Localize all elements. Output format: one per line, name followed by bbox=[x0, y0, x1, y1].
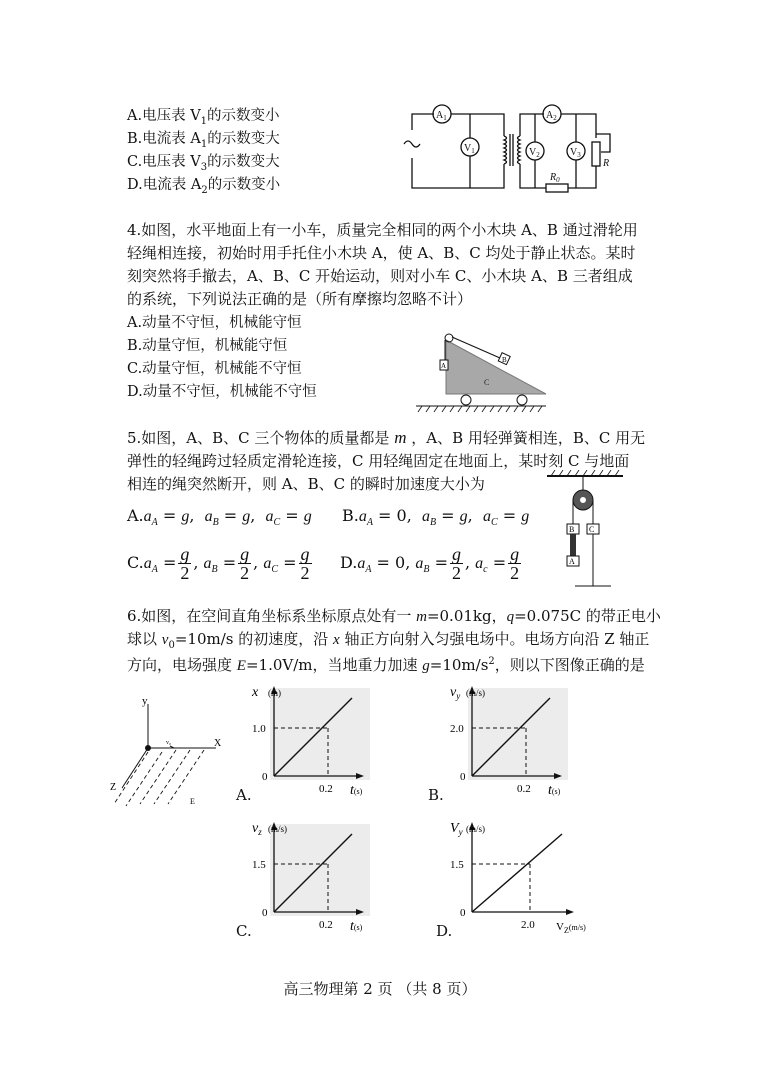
q5-stem-line-2: 弹性的轻绳跨过轻质定滑轮连接，C 用轻绳固定在地面上，某时刻 C 与地面 bbox=[127, 452, 630, 470]
q6-graph-d bbox=[444, 818, 624, 942]
q6-graph-a-label: A. bbox=[236, 786, 252, 804]
q6-stem-line-3: 方向，电场强度 E=1.0V/m，当地重力加速 $g=10m/s^2$，则以下图像正确的是 bbox=[127, 656, 645, 674]
q4-stem-line-1: 4.如图，水平地面上有一小车，质量完全相同的两个小木块 A、B 通过滑轮用 bbox=[127, 221, 638, 239]
q6-graph-a bbox=[246, 682, 376, 802]
graph-bg bbox=[468, 688, 568, 780]
q4-option-d: D.动量不守恒，机械能不守恒 bbox=[127, 384, 317, 400]
svg-text:A2: $A_2$ bbox=[546, 110, 557, 122]
svg-text:Z: Z bbox=[110, 782, 117, 793]
svg-text:y: y bbox=[142, 695, 148, 707]
q6-stem-line-1: 6.如图，在空间直角坐标系坐标原点处有一 m=0.01kg，q=0.075C 的带正电小 bbox=[127, 607, 661, 625]
x-axis-unit: (s) bbox=[551, 787, 561, 796]
origin-label: 0 bbox=[460, 771, 466, 783]
page-footer: 高三物理第 2 页 （共 8 页） bbox=[283, 980, 477, 998]
q6-graph-c bbox=[246, 818, 376, 938]
q4-option-b: B.动量守恒，机械能守恒 bbox=[127, 338, 288, 354]
q5-stem-line-3: 相连的绳突然断开，则 A、B、C 的瞬时加速度大小为 bbox=[127, 475, 485, 493]
q6-graph-d-label: D. bbox=[436, 922, 453, 940]
q6-axes-diagram bbox=[104, 692, 234, 812]
x-axis-label: t(s) bbox=[350, 783, 363, 798]
q5-pulley-diagram bbox=[545, 470, 625, 590]
graph-bg bbox=[270, 688, 370, 780]
y-tick-label: 1.5 bbox=[450, 859, 464, 871]
q5-option-a: $A.a_A = g$, $a_B = g$, $a_C = g$ bbox=[127, 506, 312, 529]
q6-stem-line-2: 球以 $v_0=10m/s$ 的初速度，沿 x 轴正方向射入匀强电场中。电场方向沿 Z 轴正 bbox=[127, 630, 650, 651]
q3-option-b: B.电流表 $A_1$的示数变大 bbox=[127, 131, 280, 150]
svg-text:A: A bbox=[569, 557, 575, 566]
y-axis-label-sub: z bbox=[258, 827, 262, 837]
x-axis-label: t(s) bbox=[548, 783, 561, 798]
x-tick-label: 2.0 bbox=[521, 919, 535, 931]
origin-label: 0 bbox=[460, 907, 466, 919]
x-axis-label: t(s) bbox=[350, 919, 363, 934]
x-axis-arrow bbox=[566, 909, 574, 915]
y-axis-label-sub: y bbox=[458, 827, 463, 837]
y-axis-label: $V_y$ bbox=[450, 821, 463, 837]
q6-graph-b bbox=[444, 682, 574, 802]
svg-text:R: R bbox=[603, 158, 610, 169]
q5-option-c: $C.a_A$ = $\frac{g}{2}$ , $a_B$ = $\frac{g}{2}$ , $a_C$ = $\frac{g}{2}$ bbox=[127, 544, 310, 583]
svg-text:R0: $R_0$ bbox=[550, 172, 560, 184]
q4-cart-diagram bbox=[412, 328, 550, 414]
graph-bg bbox=[270, 824, 370, 916]
y-axis-unit: (m/s) bbox=[268, 824, 287, 834]
svg-text:B: B bbox=[569, 525, 575, 534]
x-tick-label: 0.2 bbox=[319, 783, 333, 795]
q5-stem-line-1: 5.如图，A、B、C 三个物体的质量都是 m ，A、B 用轻弹簧相连，B、C 用无 bbox=[127, 428, 646, 447]
q3-option-d: D.电流表 $A_2$的示数变小 bbox=[127, 177, 281, 196]
svg-text:v₀: v₀ bbox=[166, 740, 172, 746]
origin-label: 0 bbox=[262, 771, 268, 783]
svg-text:C: C bbox=[484, 378, 490, 387]
q3-circuit-diagram bbox=[398, 100, 620, 196]
svg-text:V1: $V_1$ bbox=[464, 143, 475, 155]
x-axis-unit: (s) bbox=[353, 787, 363, 796]
q4-stem-line-4: 的系统，下列说法正确的是（所有摩擦均忽略不计） bbox=[127, 290, 473, 308]
q4-stem-line-2: 轻绳相连接，初始时用手托住小木块 A，使 A、B、C 均处于静止状态。某时 bbox=[127, 244, 636, 262]
y-tick-label: 1.0 bbox=[252, 723, 266, 735]
q4-stem-line-3: 刻突然将手撤去，A、B、C 开始运动，则对小车 C、小木块 A、B 三者组成 bbox=[127, 267, 633, 285]
y-tick-label: 1.5 bbox=[252, 859, 266, 871]
q4-option-a: A.动量不守恒，机械能守恒 bbox=[127, 315, 302, 331]
y-tick-label: 2.0 bbox=[450, 723, 464, 735]
q4-option-c: C.动量守恒，机械能不守恒 bbox=[127, 361, 302, 377]
y-axis-unit: (m) bbox=[268, 688, 281, 698]
q6-graph-c-label: C. bbox=[236, 922, 252, 940]
y-axis-unit: (m/s) bbox=[466, 824, 485, 834]
svg-text:E: E bbox=[190, 797, 195, 806]
svg-text:V2: $V_2$ bbox=[529, 147, 540, 159]
data-line bbox=[472, 834, 562, 912]
graph-bg bbox=[468, 824, 578, 916]
y-axis-label: $v_y$ bbox=[450, 685, 461, 701]
svg-text:A1: $A_1$ bbox=[436, 110, 447, 122]
q5-option-b: $B.a_A = 0$, $a_B = g$, $a_C = g$ bbox=[342, 506, 530, 529]
y-axis-label-sub: y bbox=[456, 691, 461, 701]
svg-text:X: X bbox=[214, 738, 222, 749]
x-tick-label: 0.2 bbox=[319, 919, 333, 931]
x-axis-unit: (m/s) bbox=[568, 923, 586, 932]
svg-text:V3: $V_3$ bbox=[570, 147, 581, 159]
svg-text:A: A bbox=[441, 362, 447, 370]
svg-text:C: C bbox=[589, 525, 595, 534]
svg-text:B: B bbox=[502, 356, 507, 364]
y-axis-label: $v_z$ bbox=[252, 821, 262, 837]
y-axis-label: x bbox=[252, 685, 259, 700]
x-axis-label: $V_Z^{(m/s)}$ bbox=[556, 921, 586, 935]
y-axis-unit: (m/s) bbox=[466, 688, 485, 698]
x-axis-label-sub: Z bbox=[563, 926, 569, 935]
q6-graph-b-label: B. bbox=[428, 786, 444, 804]
q3-option-a: A.电压表 $V_1$的示数变小 bbox=[127, 108, 280, 127]
q5-option-d: $D.a_A = 0$, $a_B$ = $\frac{g}{2}$ , $a_c$ = $\frac{g}{2}$ bbox=[340, 544, 520, 583]
origin-label: 0 bbox=[262, 907, 268, 919]
x-axis-unit: (s) bbox=[353, 923, 363, 932]
q3-option-c: C.电压表 $V_3$的示数变大 bbox=[127, 154, 280, 173]
x-tick-label: 0.2 bbox=[517, 783, 531, 795]
